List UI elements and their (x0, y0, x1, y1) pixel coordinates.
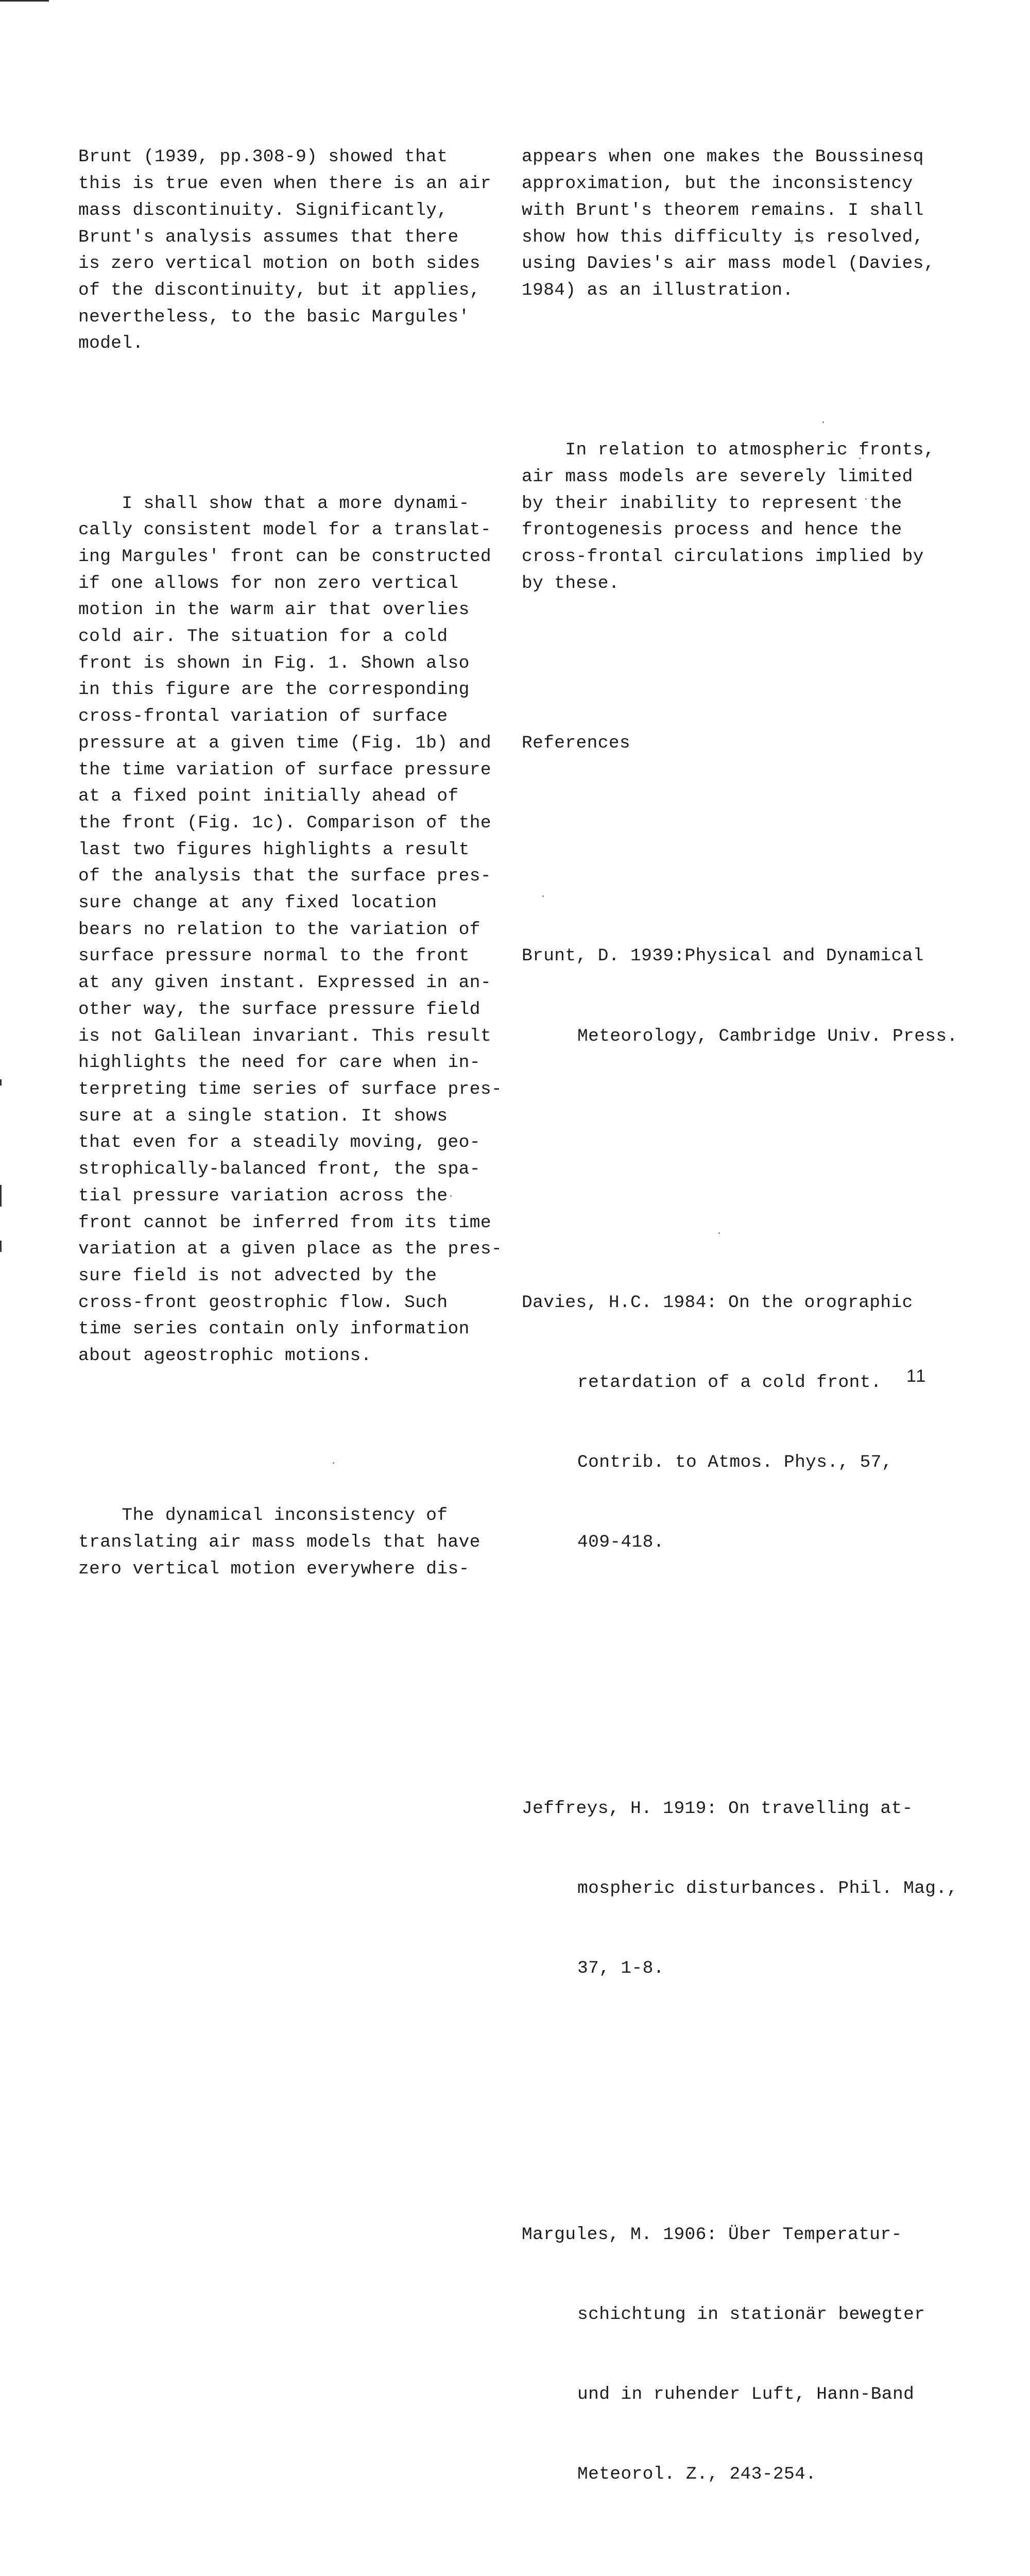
text-line: is zero vertical motion on both sides (78, 253, 480, 274)
text-line: highlights the need for care when in- (78, 1053, 480, 1073)
reference-entry (522, 1742, 985, 2036)
text-line: translating air mass models that have (78, 1532, 480, 1552)
reference-continuation-line: schichtung in stationär bewegter (577, 2304, 925, 2325)
text-line: other way, the surface pressure field (78, 999, 480, 1020)
text-line: by their inability to represent the (522, 493, 902, 514)
right-column (522, 91, 985, 2576)
text-line: cross-frontal variation of surface (78, 706, 448, 727)
text-line: surface pressure normal to the front (78, 946, 470, 967)
text-line: sure at a single station. It shows (78, 1106, 448, 1126)
text-line: is not Galilean invariant. This result (78, 1026, 491, 1046)
text-line: front cannot be inferred from its time (78, 1212, 491, 1233)
text-line: the time variation of surface pressure (78, 759, 491, 780)
text-line: bears no relation to the variation of (78, 919, 480, 940)
text-line: show how this difficulty is resolved, (522, 227, 924, 247)
reference-continuation-line: mospheric disturbances. Phil. Mag., (577, 1878, 958, 1899)
reference-continuation-line: und in ruhender Luft, Hann-Band (577, 2384, 915, 2405)
text-line: the front (Fig. 1c). Comparison of the (78, 812, 491, 833)
text-line: tial pressure variation across the (78, 1185, 448, 1206)
paragraph-atmospheric-fronts (522, 437, 985, 597)
text-line: this is true even when there is an air (78, 174, 491, 194)
text-line: time series contain only information (78, 1319, 470, 1340)
text-line: at a fixed point initially ahead of (78, 786, 459, 807)
text-line: about ageostrophic motions. (78, 1346, 372, 1366)
text-line: 1984) as an illustration. (522, 280, 794, 300)
text-line: Brunt (1939, pp.308-9) showed that (78, 147, 448, 167)
text-line: in this figure are the corresponding (78, 680, 470, 700)
text-line: cally consistent model for a translat- (78, 520, 491, 540)
text-line: mass discontinuity. Significantly, (78, 200, 448, 221)
text-line: The dynamical inconsistency of (78, 1505, 448, 1526)
text-line: by these. (522, 573, 620, 594)
paragraph-dynamical-inconsistency (78, 1502, 495, 1582)
corner-rule (0, 0, 49, 2)
reference-continuation-line: Contrib. to Atmos. Phys., 57, (577, 1452, 892, 1472)
text-line: frontogenesis process and hence the (522, 520, 902, 540)
text-line: In relation to atmospheric fronts, (522, 440, 935, 461)
reference-first-line: Margules, M. 1906: Über Temperatur- (522, 2225, 902, 2245)
text-line: I shall show that a more dynami- (78, 493, 470, 514)
text-line: terpreting time series of surface pres- (78, 1079, 503, 1099)
text-line: sure change at any fixed location (78, 893, 437, 913)
paragraph-margules-front (78, 490, 503, 1369)
text-line: nevertheless, to the basic Margules' (78, 307, 470, 327)
text-line: air mass models are severely limited (522, 466, 913, 487)
reference-first-line: Davies, H.C. 1984: On the orographic (522, 1292, 913, 1313)
margin-mark (0, 1079, 2, 1086)
paragraph-brunt-theorem (78, 144, 495, 357)
text-line: model. (78, 333, 144, 354)
text-line: variation at a given place as the pres- (78, 1239, 503, 1260)
text-line: sure field is not advected by the (78, 1265, 437, 1286)
text-line: cross-frontal circulations implied by (522, 546, 924, 567)
text-line: cold air. The situation for a cold (78, 626, 448, 647)
reference-continuation-line: retardation of a cold front. (577, 1372, 882, 1393)
text-line: if one allows for non zero vertical (78, 573, 459, 594)
page-number: 11 (906, 1366, 927, 1386)
reference-continuation-line: 409-418. (577, 1532, 664, 1552)
reference-entry (522, 1236, 985, 1609)
reference-continuation-line: Meteorol. Z., 243-254. (577, 2464, 817, 2485)
text-line: using Davies's air mass model (Davies, (522, 253, 935, 274)
text-line: of the analysis that the surface pres- (78, 866, 491, 887)
text-line: last two figures highlights a result (78, 839, 470, 860)
text-line: of the discontinuity, but it applies, (78, 280, 480, 300)
reference-entry (522, 890, 985, 1103)
reference-first-line: Brunt, D. 1939:Physical and Dynamical (522, 946, 924, 967)
text-line: that even for a steadily moving, geo- (78, 1132, 480, 1153)
text-line: appears when one makes the Boussinesq (522, 147, 924, 167)
text-line: Brunt's analysis assumes that there (78, 227, 459, 247)
text-line: motion in the warm air that overlies (78, 600, 470, 620)
text-line: zero vertical motion everywhere dis- (78, 1558, 470, 1579)
text-line: ing Margules' front can be constructed (78, 546, 491, 567)
text-line: strophically-balanced front, the spa- (78, 1159, 480, 1180)
reference-continuation-line: 37, 1-8. (577, 1958, 664, 1979)
paragraph-boussinesq (522, 144, 985, 303)
text-line: front is shown in Fig. 1. Shown also (78, 653, 470, 673)
reference-first-line: Jeffreys, H. 1919: On travelling at- (522, 1798, 913, 1819)
reference-continuation-line: Meteorology, Cambridge Univ. Press. (577, 1026, 958, 1046)
text-line: pressure at a given time (Fig. 1b) and (78, 733, 491, 753)
reference-entry (522, 2168, 985, 2541)
references-heading: References (522, 733, 631, 753)
text-line: at any given instant. Expressed in an- (78, 973, 491, 993)
text-line: cross-front geostrophic flow. Such (78, 1292, 448, 1313)
margin-mark (0, 1185, 2, 1207)
margin-mark (0, 1241, 2, 1252)
left-column (78, 91, 503, 1609)
text-line: with Brunt's theorem remains. I shall (522, 200, 924, 221)
text-line: approximation, but the inconsistency (522, 174, 913, 194)
